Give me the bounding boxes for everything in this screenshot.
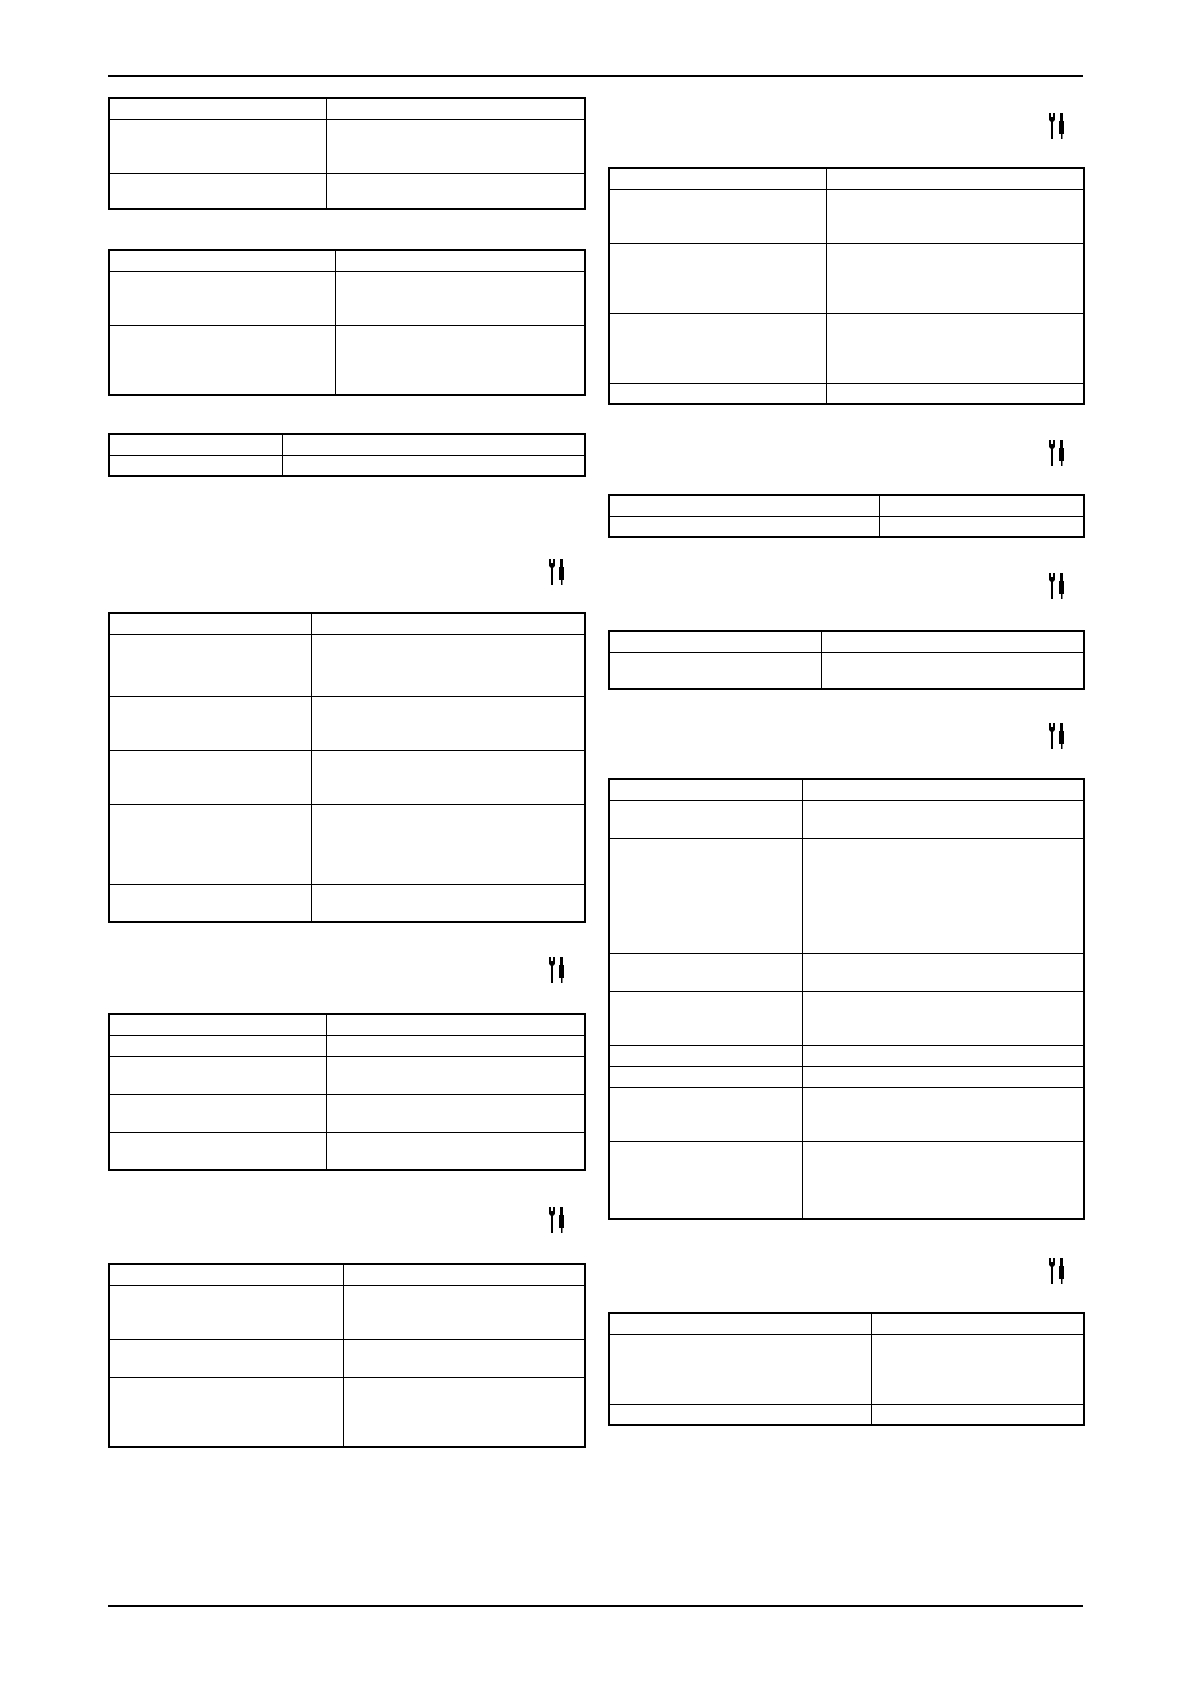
table-row (109, 325, 585, 395)
table-header-row (609, 779, 1084, 800)
wrench-screwdriver-icon (546, 1205, 568, 1235)
table-header-row (109, 1264, 585, 1285)
footer-rule (108, 1605, 1083, 1607)
table-row (109, 696, 585, 750)
table-row (609, 1334, 1084, 1404)
table-row (109, 173, 585, 209)
table-header-row (109, 250, 585, 271)
table-row (109, 1132, 585, 1170)
table-right-1 (608, 167, 1085, 405)
wrench-screwdriver-icon (546, 557, 568, 587)
table-row (109, 804, 585, 884)
table-header-row (109, 98, 585, 119)
table-row (609, 313, 1084, 383)
wrench-screwdriver-icon (1046, 721, 1068, 751)
table-right-2 (608, 494, 1085, 538)
wrench-screwdriver-icon (1046, 111, 1068, 141)
table-row (609, 991, 1084, 1045)
wrench-screwdriver-icon (1046, 438, 1068, 468)
table-right-5 (608, 1312, 1085, 1426)
table-left-3 (108, 433, 586, 477)
table-row (109, 1285, 585, 1339)
table-row (609, 189, 1084, 243)
table-header-row (109, 613, 585, 634)
table-left-6 (108, 1263, 586, 1448)
table-header-row (609, 631, 1084, 652)
table-row (609, 652, 1084, 689)
table-row (109, 455, 585, 476)
table-right-4 (608, 778, 1085, 1220)
table-header-row (109, 434, 585, 455)
table-row (609, 1087, 1084, 1141)
table-header-row (609, 495, 1084, 516)
table-row (109, 1056, 585, 1094)
table-row (109, 271, 585, 325)
table-row (609, 383, 1084, 404)
table-row (609, 1141, 1084, 1219)
table-row (609, 243, 1084, 313)
table-header-row (609, 168, 1084, 189)
table-row (609, 800, 1084, 838)
wrench-screwdriver-icon (1046, 1256, 1068, 1286)
table-row (109, 884, 585, 922)
table-right-3 (608, 630, 1085, 690)
table-row (109, 1339, 585, 1377)
table-row (609, 1045, 1084, 1066)
table-left-4 (108, 612, 586, 923)
table-header-row (609, 1313, 1084, 1334)
header-rule (108, 75, 1083, 77)
table-row (109, 634, 585, 696)
table-left-5 (108, 1013, 586, 1171)
table-header-row (109, 1014, 585, 1035)
table-row (109, 119, 585, 173)
table-row (109, 1035, 585, 1056)
table-left-2 (108, 249, 586, 396)
table-row (609, 1404, 1084, 1425)
table-row (109, 750, 585, 804)
wrench-screwdriver-icon (1046, 571, 1068, 601)
table-row (609, 516, 1084, 537)
table-row (609, 838, 1084, 953)
table-row (609, 953, 1084, 991)
table-row (109, 1377, 585, 1447)
table-row (609, 1066, 1084, 1087)
table-left-1 (108, 97, 586, 210)
table-row (109, 1094, 585, 1132)
wrench-screwdriver-icon (546, 955, 568, 985)
